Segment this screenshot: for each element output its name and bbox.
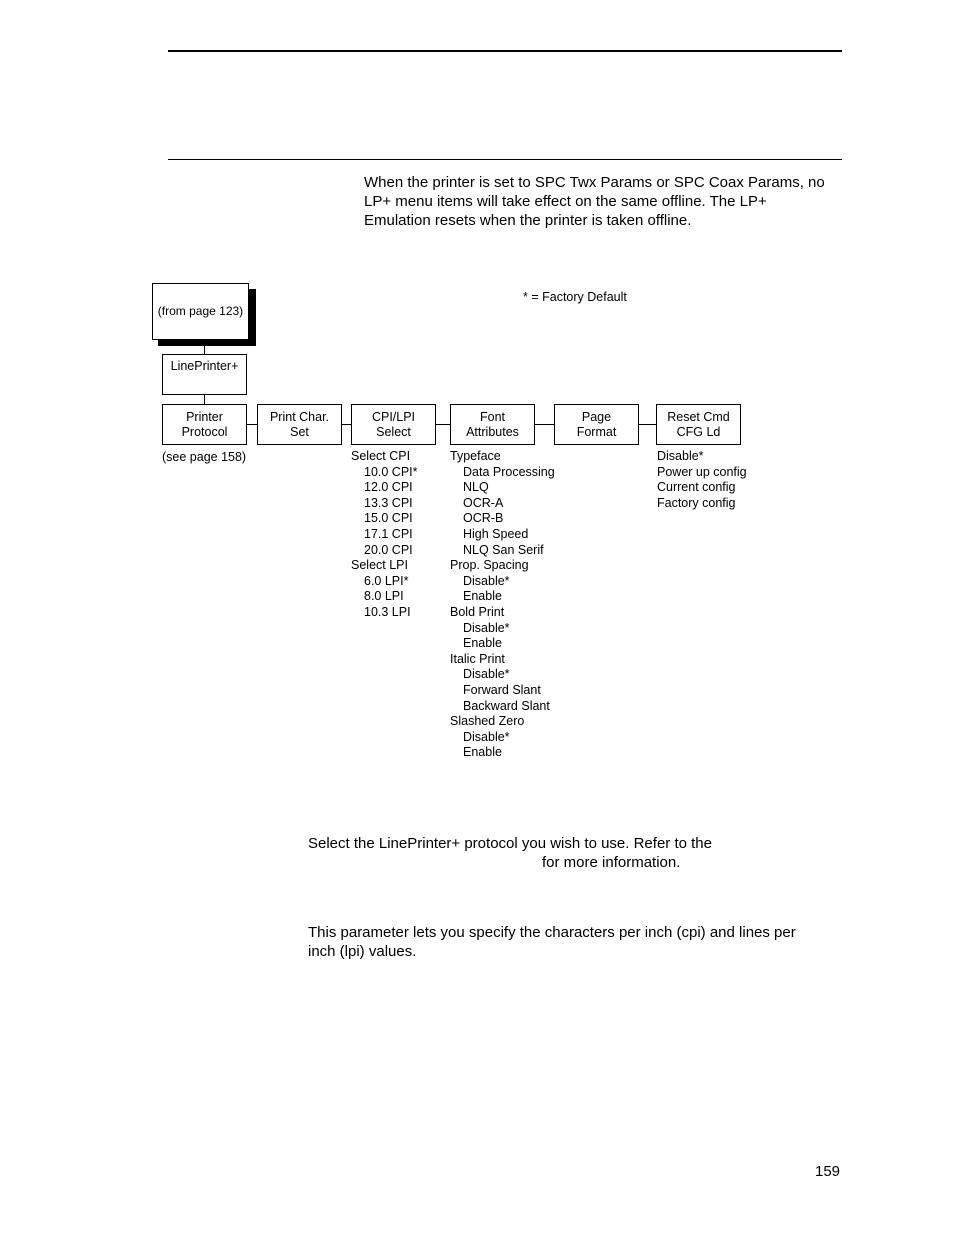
intro-line: LP+ menu items will take effect on the same offline. The LP+	[364, 193, 767, 210]
option-item: OCR-B	[463, 511, 504, 526]
option-item: Power up config	[657, 464, 747, 479]
intro-line: Emulation resets when the printer is taken offline.	[364, 212, 692, 229]
option-item: NLQ	[463, 480, 489, 495]
font-attribute-options	[450, 449, 555, 761]
from-page-label: (from page 123)	[157, 304, 244, 318]
reset-cmd-cfg-box	[656, 404, 741, 445]
box-line: Page	[581, 409, 612, 424]
protocol-paragraph	[308, 834, 828, 872]
connector	[247, 424, 257, 425]
box-line: Font	[479, 409, 505, 424]
page-format-box	[554, 404, 639, 445]
lineprinter-plus-box	[162, 354, 247, 395]
option-item: 10.3 LPI	[364, 604, 411, 619]
font-attributes-box	[450, 404, 535, 445]
option-item: Enable	[463, 636, 502, 651]
option-item: Typeface	[450, 449, 501, 463]
connector	[639, 424, 656, 425]
intro-paragraph	[364, 173, 844, 230]
option-item: Disable*	[463, 667, 510, 682]
reset-cmd-options	[657, 449, 747, 511]
root-label: LinePrinter+	[170, 359, 239, 373]
protocol-line: for more information.	[542, 854, 681, 871]
option-item: Backward Slant	[463, 698, 550, 713]
connector	[535, 424, 554, 425]
cpi-line: This parameter lets you specify the characters per inch (cpi) and lines per	[308, 924, 796, 941]
option-item: Enable	[463, 745, 502, 760]
box-line: Set	[290, 424, 309, 439]
section-rule	[168, 159, 842, 160]
box-line: Printer	[186, 409, 223, 424]
option-item: Forward Slant	[463, 682, 541, 697]
option-item: 15.0 CPI	[364, 511, 413, 526]
option-item: 12.0 CPI	[364, 480, 413, 495]
connector	[436, 424, 450, 425]
option-item: Data Processing	[463, 464, 555, 479]
option-item: Italic Print	[450, 651, 505, 666]
box-line: Print Char.	[269, 409, 330, 424]
page-number: 159	[815, 1163, 841, 1180]
option-item: 8.0 LPI	[364, 589, 404, 604]
box-line: Format	[576, 424, 617, 439]
connector	[342, 424, 351, 425]
intro-line: When the printer is set to SPC Twx Params or SPC Coax Params, no	[364, 174, 825, 191]
option-item: Select LPI	[351, 558, 408, 573]
option-item: Current config	[657, 480, 736, 495]
see-page-note: (see page 158)	[162, 450, 247, 464]
cpi-line: inch (lpi) values.	[308, 943, 417, 960]
option-item: High Speed	[463, 526, 529, 541]
box-line: Attributes	[466, 424, 519, 439]
top-rule	[168, 50, 842, 52]
printer-protocol-box	[162, 404, 247, 445]
from-page-box	[152, 283, 249, 340]
option-item: Bold Print	[450, 604, 505, 619]
cpi-lpi-options	[351, 449, 418, 621]
option-item: Disable*	[463, 573, 510, 588]
cpi-lpi-select-box	[351, 404, 436, 445]
cpi-paragraph	[308, 923, 828, 961]
box-line: Reset Cmd	[667, 409, 730, 424]
option-item: NLQ San Serif	[463, 542, 544, 557]
option-item: 6.0 LPI*	[364, 573, 409, 588]
print-char-set-box	[257, 404, 342, 445]
option-item: Slashed Zero	[450, 714, 525, 729]
option-item: 13.3 CPI	[364, 495, 413, 510]
option-item: 10.0 CPI*	[364, 464, 418, 479]
option-item: Select CPI	[351, 449, 411, 463]
box-line: CFG Ld	[676, 424, 721, 439]
option-item: Prop. Spacing	[450, 558, 529, 573]
option-item: Enable	[463, 589, 502, 604]
option-item: Disable*	[463, 729, 510, 744]
option-item: 20.0 CPI	[364, 542, 413, 557]
box-line: Protocol	[181, 424, 228, 439]
protocol-line: Select the LinePrinter+ protocol you wish to use. Refer to the	[308, 835, 712, 852]
option-item: Disable*	[657, 449, 704, 463]
connector	[204, 340, 205, 354]
box-line: Select	[376, 424, 411, 439]
factory-default-legend: * = Factory Default	[523, 290, 627, 304]
option-item: 17.1 CPI	[364, 526, 413, 541]
option-item: OCR-A	[463, 495, 504, 510]
box-line: CPI/LPI	[371, 409, 416, 424]
option-item: Factory config	[657, 495, 736, 510]
option-item: Disable*	[463, 620, 510, 635]
